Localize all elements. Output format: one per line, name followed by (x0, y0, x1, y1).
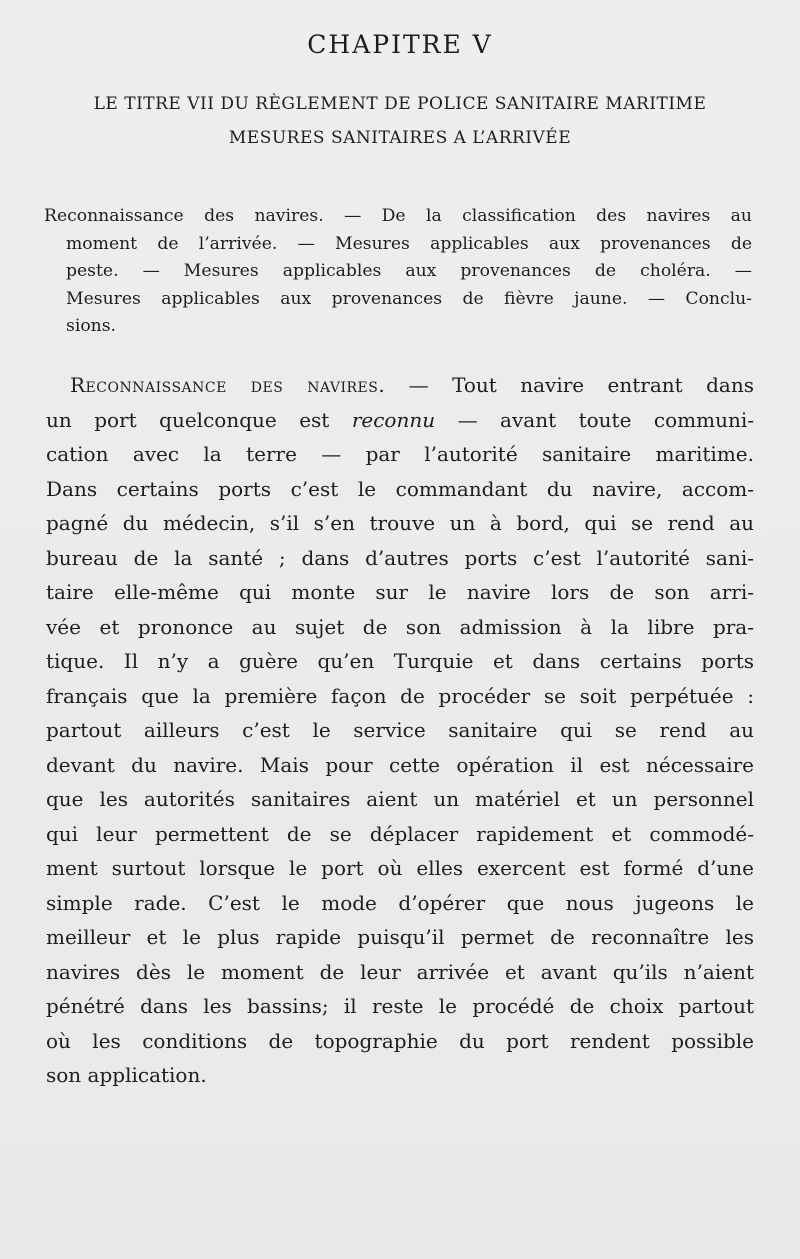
summary-line: Reconnaissance des navires. — De la classification des navires au (44, 206, 752, 226)
body-line: tique. Il n’y a guère qu’en Turquie et dans certains ports (46, 649, 754, 673)
summary-line: Mesures applicables aux provenances de fièvre jaune. — Conclu- (66, 288, 752, 309)
body-text-run: — Tout navire entrant dans (385, 373, 754, 397)
body-line: français que la première façon de procéder se soit perpétuée : (46, 683, 754, 708)
summary-line: sions. (66, 316, 117, 336)
summary-line: peste. — Mesures applicables aux provenances de choléra. — (66, 261, 752, 281)
summary-line: moment de l’arrivée. — Mesures applicables aux provenances de (66, 233, 752, 254)
chapter-subtitle-2: MESURES SANITAIRES A L’ARRIVÉE (228, 128, 572, 148)
chapter-summary (44, 203, 752, 341)
chapter-subtitle-1: LE TITRE VII DU RÈGLEMENT DE POLICE SANITAIRE MARITIME (93, 94, 707, 114)
body-line: navires dès le moment de leur arrivée et avant qu’ils n’aient (46, 959, 754, 984)
body-line: taire elle-même qui monte sur le navire lors de son arri- (46, 580, 754, 604)
body-line: meilleur et le plus rapide puisqu’il permet de reconnaître les (46, 925, 754, 949)
body-line: où les conditions de topographie du port rendent possible (46, 1028, 754, 1053)
body-line: pagné du médecin, s’il s’en trouve un à bord, qui se rend au (46, 511, 754, 535)
body-line: Dans certains ports c’est le commandant du navire, accom- (46, 476, 754, 501)
body-line: simple rade. C’est le mode d’opérer que nous jugeons le (46, 890, 754, 915)
body-line-second (46, 403, 754, 438)
chapter-title: CHAPITRE V (307, 30, 493, 59)
body-line: devant du navire. Mais pour cette opération il est nécessaire (46, 752, 754, 777)
body-text-run: — avant toute communi- (435, 407, 754, 432)
emphasis-reconnu: reconnu (351, 407, 436, 432)
body-line-first (46, 368, 754, 403)
body-line: partout ailleurs c’est le service sanitaire qui se rend au (46, 718, 754, 742)
body-line: son application. (46, 1063, 207, 1087)
body-line: bureau de la santé ; dans d’autres ports c’est l’autorité sani- (46, 545, 754, 570)
body-line: ment surtout lorsque le port où elles exercent est formé d’une (46, 856, 754, 880)
body-paragraph (46, 368, 754, 1093)
body-line: cation avec la terre — par l’autorité sanitaire maritime. (46, 442, 754, 466)
body-line: pénétré dans les bassins; il reste le procédé de choix partout (46, 994, 754, 1018)
section-heading: Reconnaissance des navires. (70, 373, 386, 397)
body-text-run: un port quelconque est (46, 407, 352, 432)
body-line: qui leur permettent de se déplacer rapidement et commodé- (46, 821, 754, 846)
body-line: vée et prononce au sujet de son admission à la libre pra- (46, 614, 754, 639)
body-line: que les autorités sanitaires aient un matériel et un personnel (46, 787, 754, 811)
